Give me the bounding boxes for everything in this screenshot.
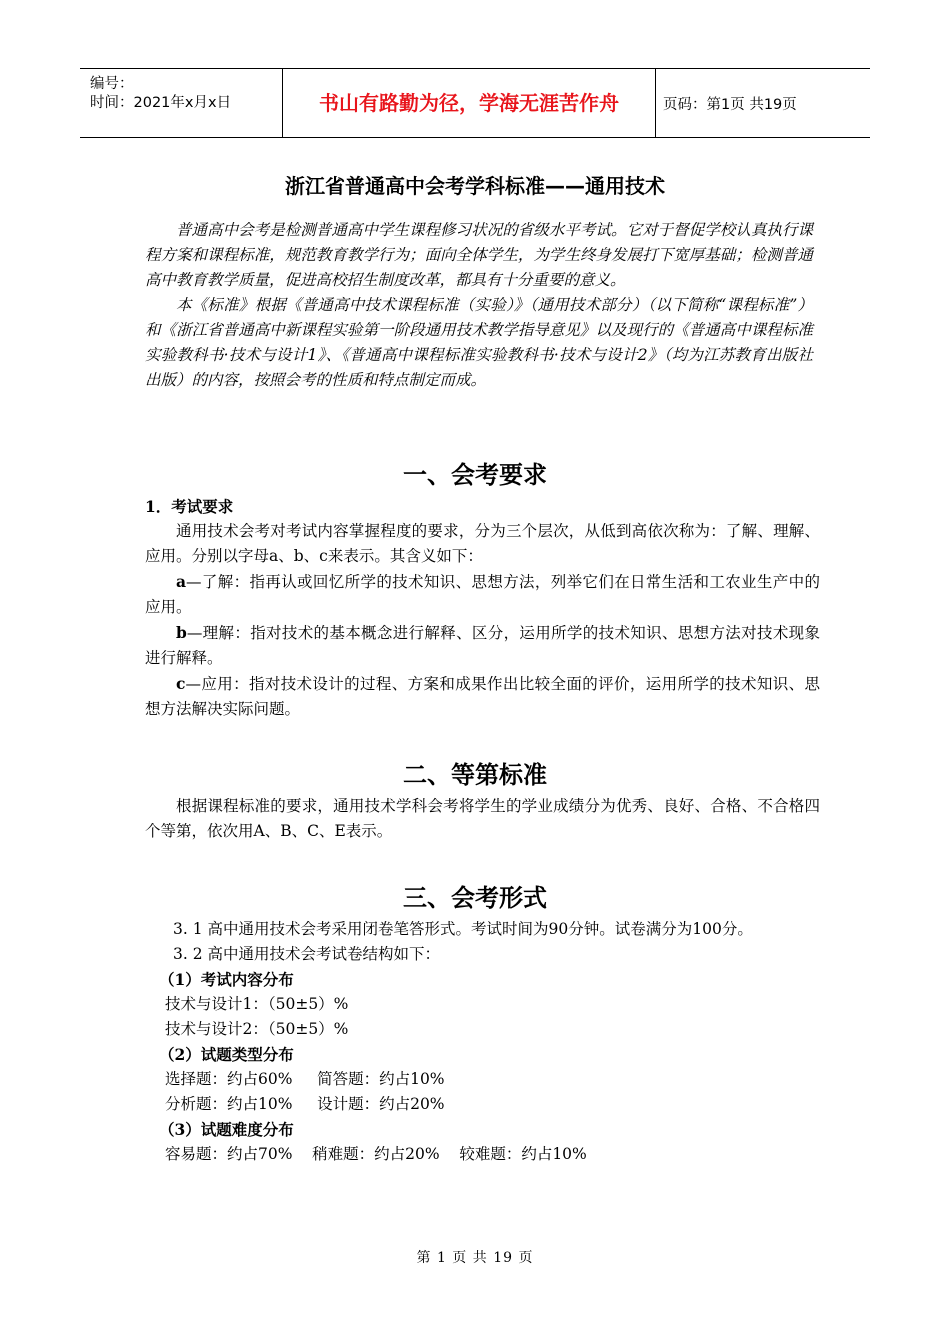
- intro-section: [145, 218, 813, 393]
- section2-paragraph: 根据课程标准的要求，通用技术学科会考将学生的学业成绩分为优秀、良好、合格、不合格四个等第，依次用A、B、C、E表示。: [145, 797, 820, 840]
- section3-sub1: （1）考试内容分布: [159, 970, 294, 989]
- question-types-2: 分析题：约占10% 设计题：约占20%: [165, 1095, 445, 1113]
- header-left-cell: [80, 69, 282, 137]
- section3-heading: 三、会考形式: [403, 884, 547, 912]
- level-c: [145, 671, 820, 722]
- level-b-key: b: [176, 623, 187, 642]
- intro-paragraph: 普通高中会考是检测普通高中学生课程修习状况的省级水平考试。它对于督促学校认真执行课程方案和课程标准，规范教育教学行为；面向全体学生，为学生终身发展打下宽厚基础；检测普通高中教育教学质量，促进高校招生制度改革，都具有十分重要的意义。: [145, 221, 813, 289]
- page-label: 页码：第1页 共19页: [663, 97, 797, 113]
- header-table: [80, 68, 870, 138]
- section1-body: [145, 494, 820, 722]
- level-a-key: a: [176, 572, 187, 591]
- content-distribution-1: 技术与设计1：（50±5）%: [165, 995, 349, 1013]
- intro-paragraph: 本《标准》根据《普通高中技术课程标准（实验）》（通用技术部分）（以下简称“课程标准”）和《浙江省普通高中新课程实验第一阶段通用技术教学指导意见》以及现行的《普通高中课程标准实验教科书·技术与设计1》、《普通高中课程标准实验教科书·技术与设计2》（均为江苏教育出版社出版）的内容，按照会考的性质和特点制定而成。: [145, 296, 813, 389]
- section2-heading: 二、等第标准: [403, 761, 547, 789]
- level-a-text: —了解：指再认或回忆所学的技术知识、思想方法，列举它们在日常生活和工农业生产中的应用。: [145, 573, 820, 616]
- section1-subheading: 1．考试要求: [145, 497, 234, 516]
- level-b: [145, 620, 820, 671]
- difficulty-distribution: 容易题：约占70% 稍难题：约占20% 较难题：约占10%: [165, 1145, 587, 1163]
- motto: 书山有路勤为径，学海无涯苦作舟: [282, 69, 656, 137]
- section1-heading: 一、会考要求: [403, 461, 547, 489]
- serial-label: 编号：: [90, 76, 134, 92]
- level-a: [145, 569, 820, 620]
- section3-body: [145, 917, 820, 1167]
- section1-paragraph: 通用技术会考对考试内容掌握程度的要求，分为三个层次，从低到高依次称为：了解、理解、应用。分别以字母a、b、c来表示。其含义如下：: [145, 522, 820, 565]
- level-c-text: —应用：指对技术设计的过程、方案和成果作出比较全面的评价，运用所学的技术知识、思想方法解决实际问题。: [145, 675, 820, 718]
- section2-body: [145, 794, 820, 844]
- section3-item2: 3. 2 高中通用技术会考试卷结构如下：: [173, 945, 441, 963]
- content-distribution-2: 技术与设计2：（50±5）%: [165, 1020, 349, 1038]
- question-types-1: 选择题：约占60% 简答题：约占10%: [165, 1070, 445, 1088]
- page-footer: 第 1 页 共 19 页: [416, 1250, 534, 1266]
- section3-item1: 3. 1 高中通用技术会考采用闭卷笔答形式。考试时间为90分钟。试卷满分为100分。: [173, 920, 753, 938]
- document-title: 浙江省普通高中会考学科标准——通用技术: [285, 174, 665, 198]
- section3-sub2: （2）试题类型分布: [159, 1045, 294, 1064]
- section3-sub3: （3）试题难度分布: [159, 1120, 294, 1139]
- date-label: 时间：2021年x月x日: [90, 95, 232, 111]
- level-b-text: —理解：指对技术的基本概念进行解释、区分，运用所学的技术知识、思想方法对技术现象进行解释。: [145, 624, 820, 667]
- level-c-key: c: [176, 674, 186, 693]
